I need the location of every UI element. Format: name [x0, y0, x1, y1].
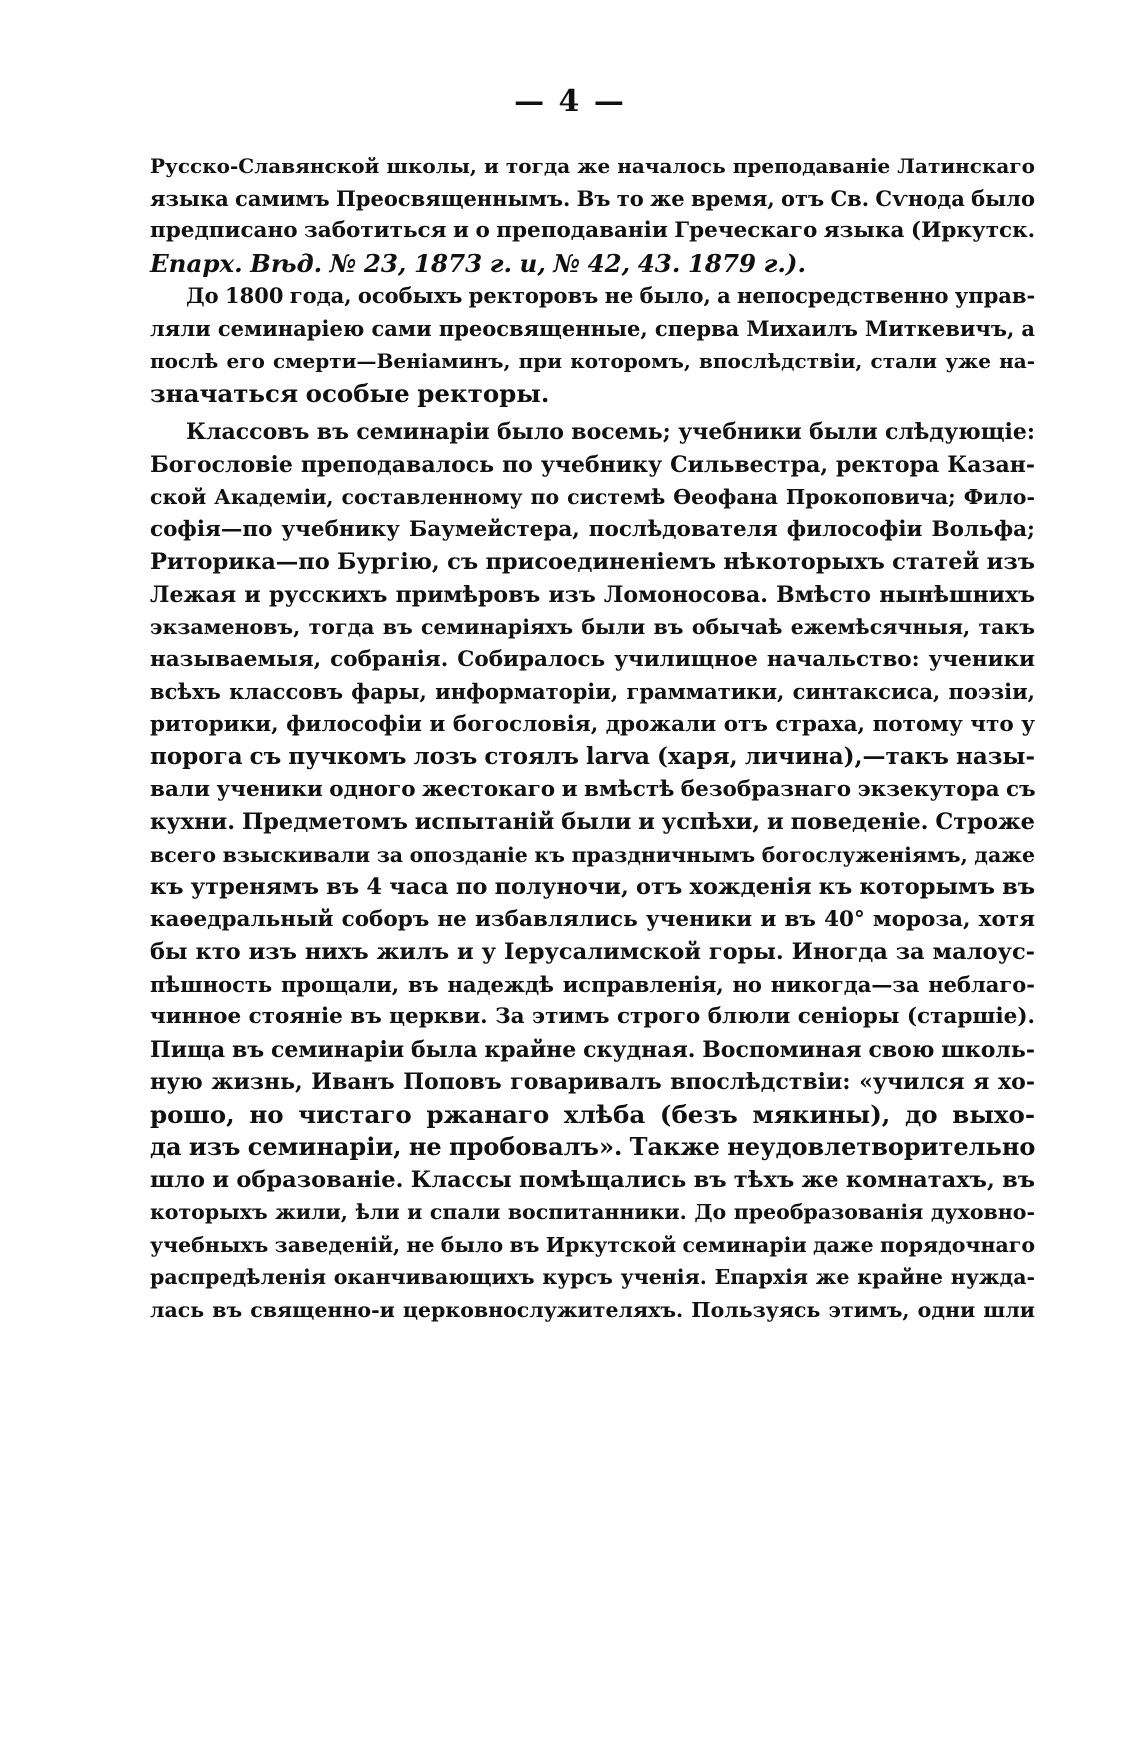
- text-line: Лежая и русскихъ примѣровъ изъ Ломоносова. Вмѣсто нынѣшнихъ: [150, 581, 1035, 608]
- text-line: значаться особые ректоры.: [150, 378, 550, 408]
- text-line: порога съ пучкомъ лозъ стоялъ larva (харя, личина),—такъ назы-: [150, 743, 1035, 770]
- text-line: да изъ семинаріи, не пробовалъ». Также неудовлетворительно: [150, 1132, 1036, 1161]
- text-line: софія—по учебнику Баумейстера, послѣдователя философіи Вольфа;: [150, 516, 1035, 542]
- text-line: ляли семинаріею сами преосвященные, сперва Михаилъ Миткевичъ, а: [150, 315, 1035, 341]
- text-line: всего взыскивали за опозданіе къ праздничнымъ богослуженіямъ, даже: [150, 842, 1035, 867]
- text-line: экзаменовъ, тогда въ семинаріяхъ были въ обычаѣ ежемѣсячныя, такъ: [150, 615, 1035, 639]
- text-line: Епарх. Вѣд. № 23, 1873 г. и, № 42, 43. 1879 г.).: [150, 248, 807, 278]
- text-line: Пища въ семинаріи была крайне скудная. Воспоминая свою школь-: [150, 1036, 1035, 1063]
- text-line: риторики, философіи и богословія, дрожали отъ страха, потому что у: [150, 711, 1035, 737]
- text-line: предписано заботиться и о преподаваніи Греческаго языка (Иркутск.: [150, 218, 1036, 243]
- text-line: шло и образованіе. Классы помѣщались въ тѣхъ же комнатахъ, въ: [150, 1166, 1035, 1193]
- text-line: всѣхъ классовъ фары, информаторіи, грамматики, синтаксиса, поэзіи,: [150, 679, 1035, 704]
- text-line: До 1800 года, особыхъ ректоровъ не было, а непосредственно управ-: [186, 283, 1036, 308]
- text-line: учебныхъ заведеній, не было въ Иркутской семинаріи даже порядочнаго: [150, 1232, 1035, 1257]
- body-text: [150, 150, 1035, 1326]
- text-line: распредѣленія оканчивающихъ курсъ ученія. Епархія же крайне нужда-: [150, 1265, 1035, 1289]
- text-line: Классовъ въ семинаріи было восемь; учебники были слѣдующіе:: [186, 419, 1035, 445]
- text-line: Богословіе преподавалось по учебнику Сильвестра, ректора Казан-: [150, 451, 1035, 478]
- text-line: послѣ его смерти—Веніаминъ, при которомъ, впослѣдствіи, стали уже на-: [150, 349, 1035, 373]
- text-line: рошо, но чистаго ржанаго хлѣба (безъ мякины), до выхо-: [150, 1099, 1035, 1129]
- page-number: — 4 —: [514, 84, 626, 119]
- text-line: Русско-Славянской школы, и тогда же началось преподаваніе Латинскаго: [150, 154, 1035, 178]
- text-line: къ утренямъ въ 4 часа по полуночи, отъ хожденія къ которымъ въ: [150, 874, 1035, 900]
- text-line: пѣшность прощали, въ надеждѣ исправленія, но никогда—за неблаго-: [150, 971, 1035, 997]
- text-line: ную жизнь, Иванъ Поповъ говаривалъ впослѣдствіи: «учился я хо-: [150, 1069, 1035, 1095]
- text-line: называемыя, собранія. Собиралось училищное начальство: ученики: [150, 646, 1035, 672]
- text-line: Риторика—по Бургію, съ присоединеніемъ нѣкоторыхъ статей изъ: [150, 549, 1035, 575]
- text-line: языка самимъ Преосвященнымъ. Въ то же время, отъ Св. Сѵнода было: [150, 185, 1035, 211]
- text-line: которыхъ жили, ѣли и спали воспитанники. До преобразованія духовно-: [150, 1200, 1035, 1224]
- text-line: ской Академіи, составленному по системѣ Ѳеофана Прокоповича; Фило-: [150, 485, 1035, 509]
- text-line: каѳедральный соборъ не избавлялись ученики и въ 40° мороза, хотя: [150, 906, 1035, 932]
- text-line: кухни. Предметомъ испытаній были и успѣхи, и поведеніе. Строже: [150, 809, 1035, 835]
- text-line: вали ученики одного жестокаго и вмѣстѣ безобразнаго экзекутора съ: [150, 776, 1036, 802]
- text-line: чинное стояніе въ церкви. За этимъ строго блюли сеніоры (старшіе).: [150, 1004, 1035, 1029]
- text-line: бы кто изъ нихъ жилъ и у Іерусалимской горы. Иногда за малоус-: [150, 939, 1035, 965]
- text-line: лась въ священно-и церковнослужителяхъ. Пользуясь этимъ, одни шли: [150, 1297, 1035, 1322]
